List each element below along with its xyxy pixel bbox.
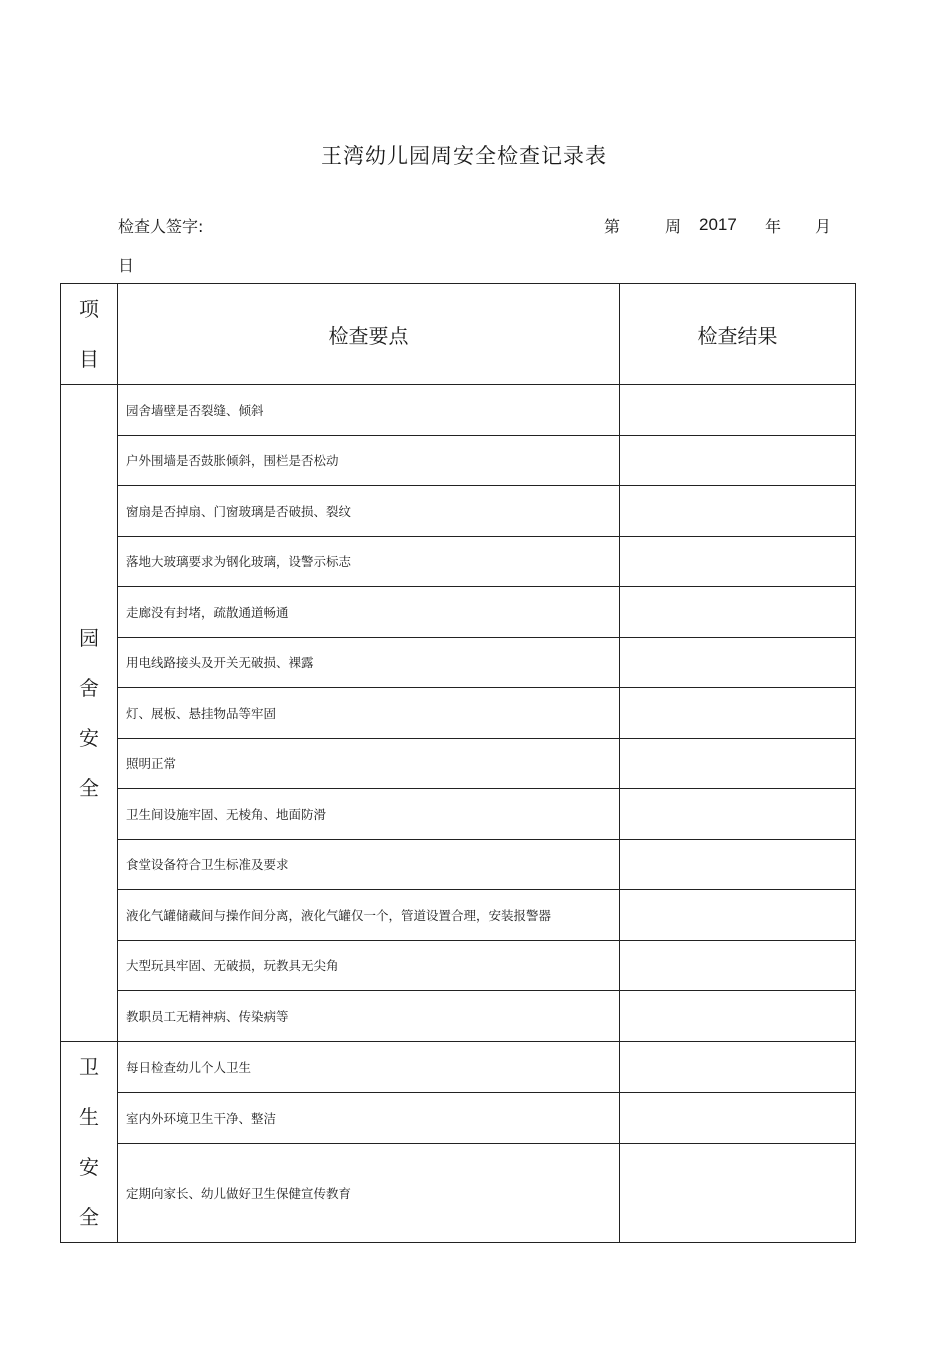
category-char: 生: [79, 1104, 99, 1129]
date-year-label: 年: [765, 217, 782, 236]
signature-label: 检查人签字:: [118, 217, 204, 236]
category-char: 园: [79, 625, 99, 650]
check-point-cell: 大型玩具牢固、无破损，玩教具无尖角: [118, 940, 620, 991]
table-row: [61, 385, 856, 436]
header-item: [61, 284, 118, 385]
check-point-cell: 户外围墙是否鼓胀倾斜，围栏是否松动: [118, 435, 620, 486]
result-cell[interactable]: [620, 890, 856, 941]
table-row: [61, 1092, 856, 1143]
category-char: 全: [79, 1204, 99, 1229]
inspection-table: [60, 283, 856, 1243]
check-point-cell: 走廊没有封堵，疏散通道畅通: [118, 587, 620, 638]
table-row: [61, 536, 856, 587]
category-char: 安: [79, 1154, 99, 1179]
table-row: [61, 486, 856, 537]
result-cell[interactable]: [620, 991, 856, 1042]
check-point-cell: 卫生间设施牢固、无棱角、地面防滑: [118, 789, 620, 840]
result-cell[interactable]: [620, 536, 856, 587]
result-cell[interactable]: [620, 789, 856, 840]
table-row: [61, 738, 856, 789]
date-year: 2017: [699, 215, 737, 234]
check-point-cell: 食堂设备符合卫生标准及要求: [118, 839, 620, 890]
result-cell[interactable]: [620, 587, 856, 638]
result-cell[interactable]: [620, 435, 856, 486]
check-point-cell: 定期向家长、幼儿做好卫生保健宣传教育: [118, 1144, 620, 1243]
check-point-cell: 园舍墙壁是否裂缝、倾斜: [118, 385, 620, 436]
result-cell[interactable]: [620, 738, 856, 789]
header-points: 检查要点: [118, 284, 620, 385]
table-row: [61, 637, 856, 688]
check-point-cell: 照明正常: [118, 738, 620, 789]
category-char: 卫: [79, 1054, 99, 1079]
header-item-char: 目: [79, 347, 99, 371]
date-month-label: 月: [815, 217, 832, 236]
table-row: [61, 688, 856, 739]
header-item-char: 项: [79, 297, 99, 321]
date-week-prefix: 第: [604, 217, 621, 236]
result-cell[interactable]: [620, 1041, 856, 1092]
check-point-cell: 落地大玻璃要求为钢化玻璃，设警示标志: [118, 536, 620, 587]
result-cell[interactable]: [620, 637, 856, 688]
check-point-cell: 室内外环境卫生干净、整洁: [118, 1092, 620, 1143]
header-result: 检查结果: [620, 284, 856, 385]
category-cell: [61, 1041, 118, 1242]
table-row: [61, 789, 856, 840]
check-point-cell: 液化气罐储藏间与操作间分离，液化气罐仅一个，管道设置合理，安装报警器: [118, 890, 620, 941]
table-row: [61, 940, 856, 991]
category-char: 舍: [79, 675, 99, 700]
result-cell[interactable]: [620, 940, 856, 991]
category-char: 安: [79, 725, 99, 750]
category-cell: [61, 385, 118, 1042]
result-cell[interactable]: [620, 1092, 856, 1143]
table-row: [61, 435, 856, 486]
table-row: [61, 890, 856, 941]
table-row: [61, 587, 856, 638]
date-day-label: 日: [118, 256, 135, 275]
table-header-row: [61, 284, 856, 385]
check-point-cell: 每日检查幼儿个人卫生: [118, 1041, 620, 1092]
table-row: [61, 1041, 856, 1092]
table-row: [61, 991, 856, 1042]
result-cell[interactable]: [620, 486, 856, 537]
category-char: 全: [79, 775, 99, 800]
check-point-cell: 用电线路接头及开关无破损、裸露: [118, 637, 620, 688]
table-row: [61, 1144, 856, 1243]
result-cell[interactable]: [620, 839, 856, 890]
result-cell[interactable]: [620, 385, 856, 436]
date-week-suffix: 周: [665, 217, 682, 236]
check-point-cell: 窗扇是否掉扇、门窗玻璃是否破损、裂纹: [118, 486, 620, 537]
result-cell[interactable]: [620, 1144, 856, 1243]
page-title: 王湾幼儿园周安全检查记录表: [321, 144, 607, 168]
result-cell[interactable]: [620, 688, 856, 739]
table-row: [61, 839, 856, 890]
check-point-cell: 教职员工无精神病、传染病等: [118, 991, 620, 1042]
check-point-cell: 灯、展板、悬挂物品等牢固: [118, 688, 620, 739]
